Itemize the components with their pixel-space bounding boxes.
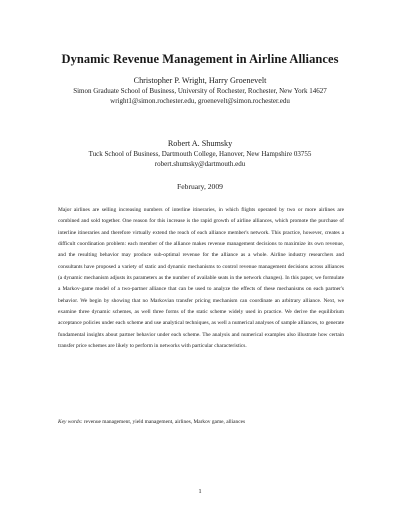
page-number: 1	[198, 488, 202, 495]
author-affiliation-1: Simon Graduate School of Business, University of Rochester, Rochester, New York 14627	[73, 87, 327, 95]
paper-date: February, 2009	[177, 182, 223, 191]
keywords-line	[58, 417, 344, 427]
author-emails-1: wright1@simon.rochester.edu, groenevelt@simon.rochester.edu	[110, 97, 290, 105]
abstract-text: Major airlines are selling increasing numbers of interline itineraries, in which flights operated by two or more airlines are combined and sold together. One reason for this increase is the rapid growth of airline alliances, which promote the purchase of interline itineraries and therefore virtually extend the reach of each alliance member's network. This practice, however, creates a difficult coordination problem: each member of the alliance makes revenue management decisions to maximize its own revenue, and the resulting behavior may produce sub-optimal revenue for the alliance as a whole. Airline industry researchers and consultants have proposed a variety of static and dynamic mechanisms to control revenue management decisions across alliances (a dynamic mechanism adjusts its parameters as the number of available seats in the network changes). In this paper, we formulate a Markov-game model of a two-partner alliance that can be used to analyze the effects of these mechanisms on each partner's behavior. We begin by showing that no Markovian transfer pricing mechanism can coordinate an arbitrary alliance. Next, we examine three dynamic schemes, as well three forms of the static scheme widely used in practice. We derive the equilibrium acceptance policies under each scheme and use analytical techniques, as well a numerical analyses of sample alliances, to generate fundamental insights about partner behavior under each scheme. The analysis and numerical examples also illustrate how certain transfer price schemes are likely to perform in networks with particular characteristics.	[58, 207, 344, 349]
keywords-list: revenue management, yield management, airlines, Markov game, alliances	[83, 419, 246, 425]
paper-title: Dynamic Revenue Management in Airline Alliances	[61, 52, 339, 66]
keywords-label: Key words:	[58, 419, 83, 425]
author-affiliation-2: Tuck School of Business, Dartmouth College, Hanover, New Hampshire 03755	[88, 150, 312, 158]
author-names-2: Robert A. Shumsky	[167, 139, 233, 148]
author-emails-2: robert.shumsky@dartmouth.edu	[154, 160, 246, 168]
author-names-1: Christopher P. Wright, Harry Groenevelt	[133, 76, 267, 85]
author-block-1	[0, 75, 400, 106]
author-block-2	[0, 138, 400, 169]
